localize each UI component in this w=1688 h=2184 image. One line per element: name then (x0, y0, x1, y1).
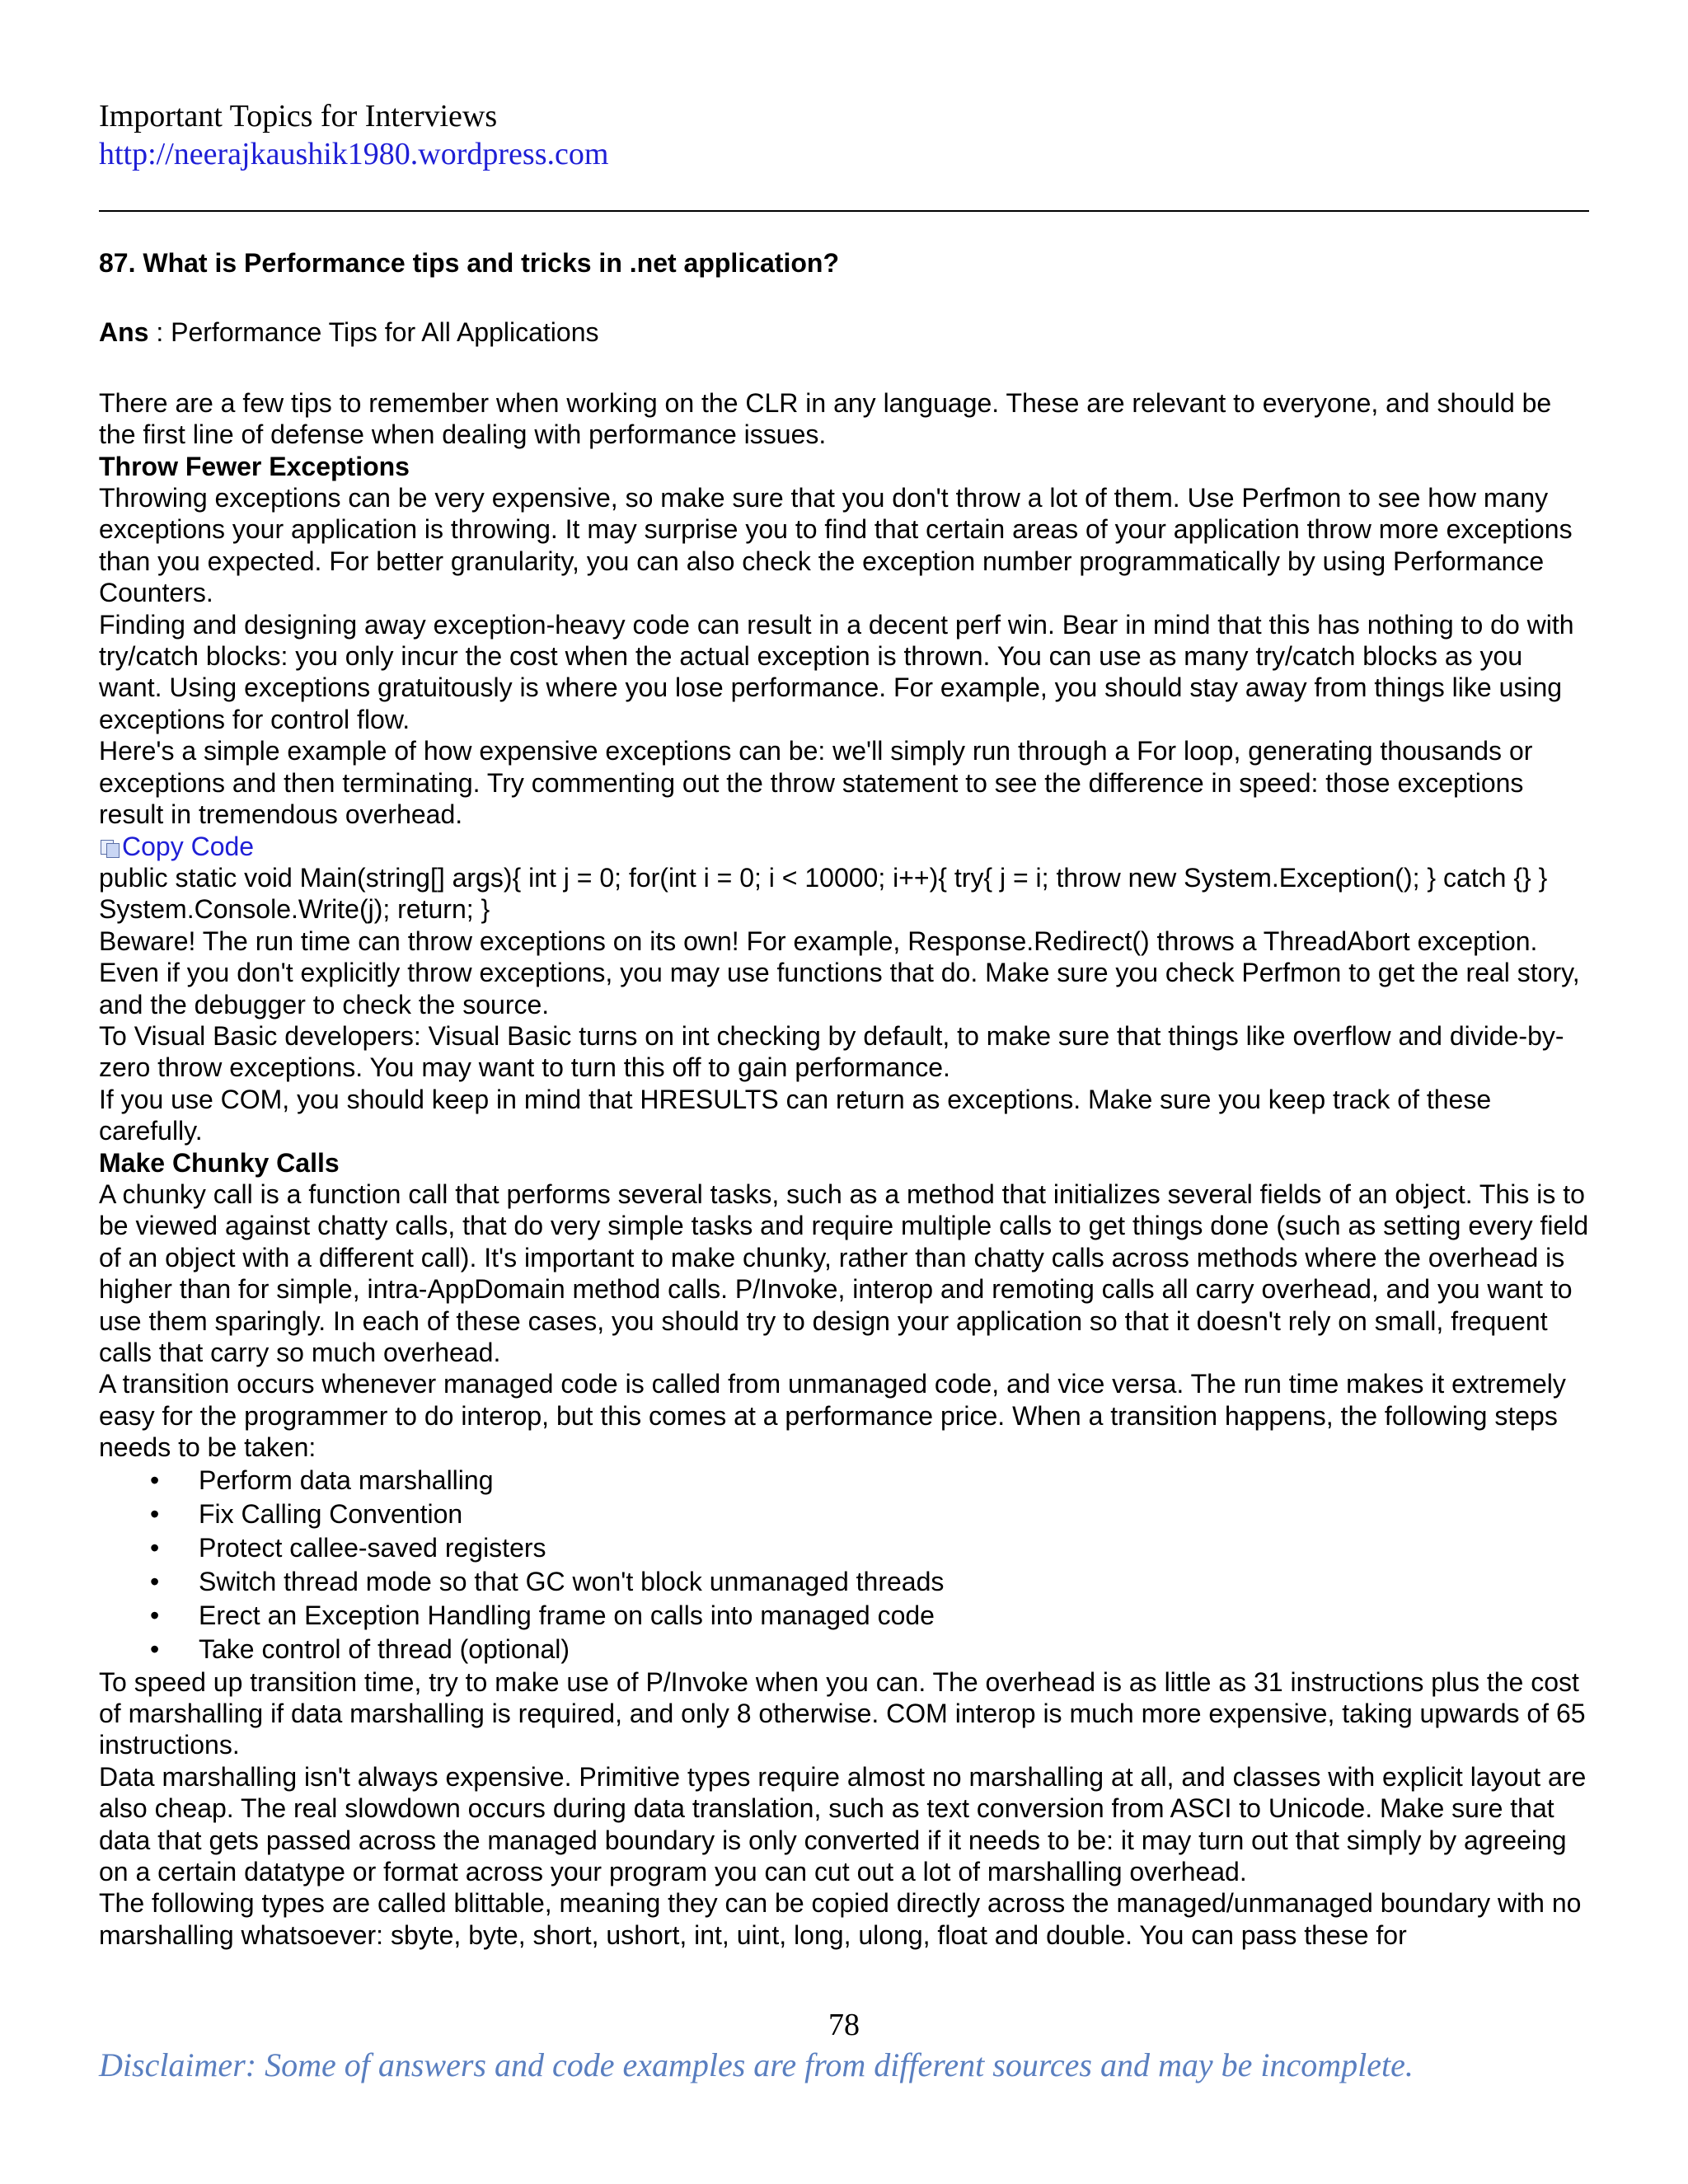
header-divider (99, 210, 1589, 212)
page-number: 78 (828, 2008, 860, 2042)
blog-url-link[interactable]: http://neerajkaushik1980.wordpress.com (99, 137, 609, 171)
answer-label: Ans (99, 317, 149, 348)
page-header (99, 97, 608, 173)
transition-steps-list (99, 1464, 1592, 1666)
page-content (99, 247, 1592, 1951)
section-heading-throw-fewer-exceptions: Throw Fewer Exceptions (99, 451, 410, 481)
paragraph: Finding and designing away exception-heavy code can result in a decent perf win. Bear in mind that this has nothing to do with try/catch blocks: you only incur the cost when the actual exception is thrown. You can use as many try/catch blocks as you want. Using exceptions gratuitously is where you lose performance. For example, you should stay away from things like using exceptions for control flow. (99, 609, 1574, 734)
intro-paragraph: There are a few tips to remember when working on the CLR in any language. These are relevant to everyone, and should be the first line of defense when dealing with performance issues. (99, 387, 1552, 450)
list-item: • Fix Calling Convention (99, 1497, 1592, 1531)
document-title: Important Topics for Interviews (99, 99, 498, 134)
paragraph: Data marshalling isn't always expensive. Primitive types require almost no marshalling at all, and classes with explicit layout are also cheap. The real slowdown occurs during data translation, such as text conversion from ASCI to Unicode. Make sure that data that gets passed across the managed boundary is only converted if it needs to be: it may turn out that simply by agreeing on a certain datatype or format across your program you can cut out a lot of marshalling overhead. (99, 1761, 1587, 1887)
paragraph: A chunky call is a function call that performs several tasks, such as a method that initializes several fields of an object. This is to be viewed against chatty calls, that do very simple tasks and require multiple calls to get things done (such as setting every field of an object with a different call). It's important to make chunky, rather than chatty calls across methods where the overhead is higher than for simple, intra-AppDomain method calls. P/Invoke, interop and remoting calls all carry overhead, and you want to use them sparingly. In each of these cases, you should try to design your application so that it doesn't rely on small, frequent calls that carry so much overhead. (99, 1179, 1589, 1367)
list-item: • Switch thread mode so that GC won't block unmanaged threads (99, 1565, 1592, 1599)
paragraph: A transition occurs whenever managed code is called from unmanaged code, and vice versa. The run time makes it extremely easy for the programmer to do interop, but this comes at a performance price. When a transition happens, the following steps needs to be taken: (99, 1369, 1566, 1463)
list-item: • Take control of thread (optional) (99, 1633, 1592, 1666)
paragraph: The following types are called blittable, meaning they can be copied directly across the managed/unmanaged boundary with no marshalling whatsoever: sbyte, byte, short, ushort, int, uint, long, ulong, float and double. You can pass these for (99, 1888, 1582, 1950)
question-heading: 87. What is Performance tips and tricks in .net application? (99, 248, 839, 278)
disclaimer-footer: Disclaimer: Some of answers and code examples are from different sources and may be incomplete. (99, 2046, 1414, 2083)
copy-icon (99, 839, 120, 857)
paragraph: To Visual Basic developers: Visual Basic turns on int checking by default, to make sure that things like overflow and divide-by-zero throw exceptions. You may want to turn this off to gain performance. (99, 1020, 1564, 1083)
paragraph: Here's a simple example of how expensive exceptions can be: we'll simply run through a For loop, generating thousands or exceptions and then terminating. Try commenting out the throw statement to see the difference in speed: those exceptions result in tremendous overhead. (99, 736, 1533, 830)
paragraph: Beware! The run time can throw exceptions on its own! For example, Response.Redirect() throws a ThreadAbort exception. Even if you don't explicitly throw exceptions, you may use functions that do. Make sure you check Perfmon to get the real story, and the debugger to check the source. (99, 926, 1580, 1019)
code-snippet: public static void Main(string[] args){ int j = 0; for(int i = 0; i < 10000; i++){ try{ j = i; throw new System.Exception(); } catch {} } System.Console.Write(j); return; } (99, 862, 1548, 925)
list-item: • Erect an Exception Handling frame on calls into managed code (99, 1599, 1592, 1633)
answer-text: : Performance Tips for All Applications (148, 317, 599, 348)
paragraph: If you use COM, you should keep in mind that HRESULTS can return as exceptions. Make sure you keep track of these carefully. (99, 1084, 1492, 1146)
section-heading-make-chunky-calls: Make Chunky Calls (99, 1147, 340, 1178)
list-item: • Perform data marshalling (99, 1464, 1592, 1497)
copy-code-label: Copy Code (122, 831, 255, 861)
paragraph: Throwing exceptions can be very expensive, so make sure that you don't throw a lot of them. Use Perfmon to see how many exceptions your application is throwing. It may surprise you to find that certain areas of your application throw more exceptions than you expected. For better granularity, you can also check the exception number programmatically by using Performance Counters. (99, 483, 1573, 608)
list-item: • Protect callee-saved registers (99, 1531, 1592, 1565)
answer-line (99, 316, 1592, 348)
copy-code-link[interactable] (99, 831, 1592, 862)
paragraph: To speed up transition time, try to make use of P/Invoke when you can. The overhead is as little as 31 instructions plus the cost of marshalling if data marshalling is required, and only 8 otherwise. COM interop is much more expensive, taking upwards of 65 instructions. (99, 1666, 1586, 1760)
